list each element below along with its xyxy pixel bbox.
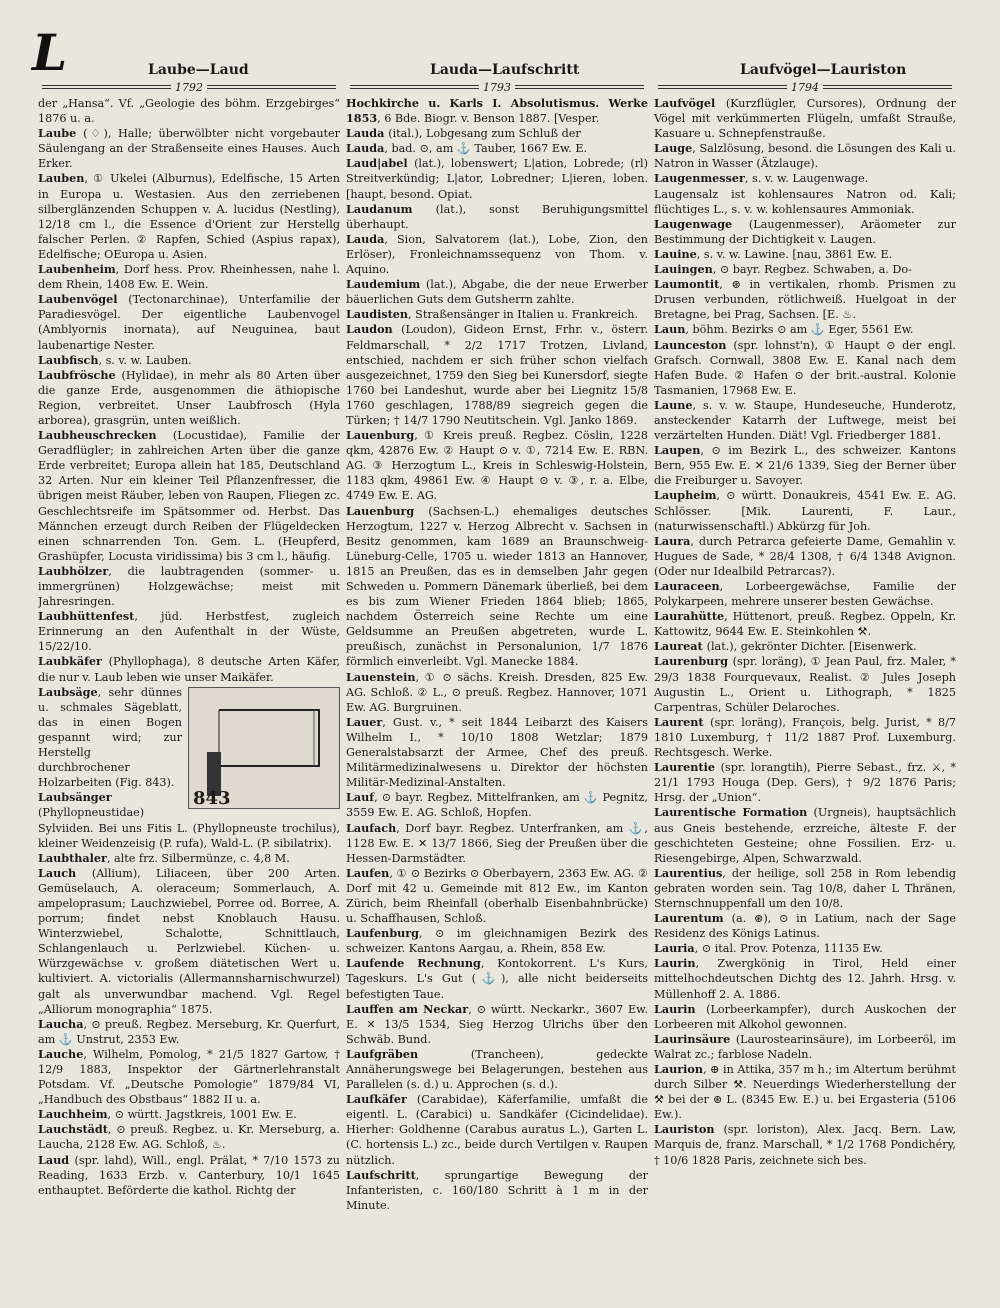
fretsaw-figure xyxy=(188,687,340,809)
entry: Laufkäfer (Carabidae), Käferfamilie, umfaßt die eigentl. L. (Carabici) u. Sandkäfer (Cicindelidae). Hierher: Goldhenne (Carabus auratus L.), Garten L. (C. hortensis L.) zc., beide durch Vertilgen v. Raupen nützlich. xyxy=(346,1092,648,1167)
page-number-1794 xyxy=(654,80,956,94)
entry: Laun, böhm. Bezirks ⊙ am ⚓ Eger, 5561 Ew. xyxy=(654,322,914,337)
entry: Hochkirche u. Karls I. Absolutismus. Werke 1853, 6 Bde. Biogr. v. Benson 1887. [Vesper. xyxy=(346,96,648,126)
headword: Lauda xyxy=(346,126,389,141)
headword: Lauda xyxy=(346,141,385,156)
entry: Laufgräben (Trancheen), gedeckte Annäherungswege bei Belagerungen, bestehen aus Parallelen (s. d.) u. Approchen (s. d.). xyxy=(346,1046,648,1092)
entry: Laubsänger (Phyllopneustidae) Sylviiden. Bei uns Fitis L. (Phyllopneuste trochilus), kleiner Weidenzeisig (P. rufa), Wald-L. (P. sibilatrix). xyxy=(38,790,340,850)
headword: Laumontit xyxy=(654,277,720,292)
entry: Laurin (Lorbeerkampfer), durch Auskochen der Lorbeeren mit Alkohol gewonnen. xyxy=(654,1001,956,1031)
headword: Hochkirche u. Karls I. Absolutismus. Werke 1853 xyxy=(346,96,648,126)
headword: Laufgräben xyxy=(346,1046,471,1061)
headword: Laubthaler xyxy=(38,850,107,865)
entry: Laud (spr. lahd), Will., engl. Prälat, * 7/10 1573 zu Reading, 1633 Erzb. v. Canterbury, 10/1 1645 enthauptet. Beförderte die kathol. Richtg der xyxy=(38,1152,340,1197)
entry: Lauch (Allium), Liliaceen, über 200 Arten. Gemüselauch, A. oleraceum; Sommerlauch, A. ampeloprasum; Lauchzwiebel, Porree od. Borree, A. porrum; findet nebst Knoblauch Hausu. Winterzwiebel, Schalotte, Schnittlauch, Schlangenlauch u. Perlzwiebel. Küchen- u. Würzgewächse v. großem diätetischen Wert u. kultiviert. A. victorialis (Allermannsharnischwurzel) galt als unverwundbar machend. Vgl. Regel „Alliorum monographia“ 1875. xyxy=(38,865,340,1016)
entry: Laura, durch Petrarca gefeierte Dame, Gemahlin v. Hugues de Sade, * 28/4 1308, † 6/4 1348 Avignon. (Oder nur Idealbild Petrarcas?). xyxy=(654,533,956,578)
headword: Lauch xyxy=(38,865,92,880)
headword: Laudanum xyxy=(346,201,436,216)
entry: Laubthaler, alte frz. Silbermünze, c. 4,8 M. xyxy=(38,850,290,865)
entry: Lauchheim, ⊙ württ. Jagstkreis, 1001 Ew. E. xyxy=(38,1107,297,1122)
headword: Lauriston xyxy=(654,1122,724,1137)
entry: Laugenwage (Laugenmesser), Aräometer zur Bestimmung der Dichtigkeit v. Laugen. xyxy=(654,216,956,246)
headword: Laubenvögel xyxy=(38,292,129,307)
entry: Lauche, Wilhelm, Pomolog, * 21/5 1827 Gartow, † 12/9 1883, Inspektor der Gärtnerlehranstalt Potsdam. Vf. „Deutsche Pomologie“ 1879/84 VI, „Handbuch des Obstbaus“ 1882 II u. a. xyxy=(38,1046,340,1107)
headword: Lauria xyxy=(654,941,695,956)
headword: Laudisten xyxy=(346,307,409,322)
column-1 xyxy=(38,96,340,1296)
entry: Laurinsäure (Laurostearinsäure), im Lorbeeröl, im Walrat zc.; farblose Nadeln. xyxy=(654,1031,956,1061)
entry: Laurentius, der heilige, soll 258 in Rom lebendig gebraten worden sein. Tag 10/8, daher L Thränen, Sternschnuppenfall um den 10/8. xyxy=(654,865,956,910)
headword: Laurin xyxy=(654,1001,707,1016)
headword: Lauenburg xyxy=(346,428,415,443)
entry: Laubheuschrecken (Locustidae), Familie der Geradflügler; in zahlreichen Arten über die ganze Erde verbreitet; Europa allein hat 185, Deutschland 32 Arten. Nur ein kleiner Teil Pflanzenfresser, die übrigen meist Räuber, leben von Raupen, Fliegen zc. Geschlechtsreife im Spätsommer od. Herbst. Das Männchen erzeugt durch Reiben der Flügeldecken einen schnarrenden Ton. Gem. L. (Heupferd, Grashüpfer, Locusta viridissima) bis 3 cm l., häufig. xyxy=(38,428,340,563)
entry: Lauda, bad. ⊙, am ⚓ Tauber, 1667 Ew. E. xyxy=(346,141,588,156)
headword: Laune xyxy=(654,397,693,412)
column-3 xyxy=(654,96,956,1296)
headword: Laureat xyxy=(654,639,707,654)
headword: Laupheim xyxy=(654,488,717,503)
headword: Laufende Rechnung xyxy=(346,956,481,971)
headword: Laurin xyxy=(654,956,696,971)
entry: Laubfisch, s. v. w. Lauben. xyxy=(38,352,192,367)
headword: Laud|abel xyxy=(346,156,415,171)
headword: Laubsänger xyxy=(38,790,112,805)
headword: Laurentum xyxy=(654,911,732,926)
running-header-center: Lauda—Laufschritt xyxy=(430,62,580,78)
headword: Launceston xyxy=(654,337,734,352)
entry: Laud|abel (lat.), lobenswert; L|ation, Lobrede; (rl) Streitverkündig; L|ator, Lobredner; L|ieren, loben. [haupt, besond. Opiat. xyxy=(346,156,648,201)
entry: Laubhölzer, die laubtragenden (sommer- u. immergrünen) Holzgewächse; meist mit Jahresringen. xyxy=(38,563,340,609)
page-number-text: 1794 xyxy=(791,80,819,94)
entry: Laubfrösche (Hylidae), in mehr als 80 Arten über die ganze Erde, ausgenommen die äthiopische Region, verbreitet. Unser Laubfrosch (Hyla arborea), grasgrün, unten weißlich. xyxy=(38,367,340,427)
section-letter: L xyxy=(32,23,68,82)
entry: Launceston (spr. lohnst'n), ① Haupt ⊙ der engl. Grafsch. Cornwall, 3808 Ew. E. Kanal nach dem Hafen Bude. ② Hafen ⊙ der brit.-austral. Kolonie Tasmanien, 17968 Ew. E. xyxy=(654,337,956,397)
headword: Laupen xyxy=(654,443,701,458)
entry: Lauf, ⊙ bayr. Regbez. Mittelfranken, am ⚓ Pegnitz, 3559 Ew. E. AG. Schloß, Hopfen. xyxy=(346,790,648,820)
headword: Laud xyxy=(38,1152,75,1167)
entry: Laufende Rechnung, Kontokorrent. L's Kurs, Tageskurs. L's Gut (⚓), alle nicht beiderseits befestigten Taue. xyxy=(346,956,648,1001)
entry: Laubkäfer (Phyllophaga), 8 deutsche Arten Käfer, die nur v. Laub leben wie unser Maikäfer. xyxy=(38,654,340,684)
figure-number: 843 xyxy=(193,787,231,809)
entry: Laurenburg (spr. loräng), ① Jean Paul, frz. Maler, * 29/3 1838 Fourquevaux, Realist. ② Jules Joseph Augustin L., Orient u. Lithograph, * 1825 Carpentras, Schüler Delaroches. xyxy=(654,654,956,714)
entry: Laurent (spr. loräng), François, belg. Jurist, * 8/7 1810 Luxemburg, † 11/2 1887 Prof. Luxemburg. Rechtsgesch. Werke. xyxy=(654,714,956,760)
page-number-text: 1792 xyxy=(175,80,203,94)
entry: Lauer, Gust. v., * seit 1844 Leibarzt des Kaisers Wilhelm I., * 10/10 1808 Wetzlar; 1879 Generalstabsarzt der Armee, Chef des preuß. Militärmedizinalwesens u. Direktor der höchsten Militär-Medizinal-Anstalten. xyxy=(346,714,648,790)
headword: Lauffen am Neckar xyxy=(346,1001,469,1016)
headword: Laugenmesser xyxy=(654,171,745,186)
entry: Laubenvögel (Tectonarchinae), Unterfamilie der Paradiesvögel. Der eigentliche Laubenvogel (Amblyornis inornata), auf Neuguinea, baut laubenartige Nester. xyxy=(38,292,340,352)
column-2 xyxy=(346,96,648,1296)
entry: Laufenburg, ⊙ im gleichnamigen Bezirk des schweizer. Kantons Aargau, a. Rhein, 858 Ew. xyxy=(346,926,648,956)
entry: Laubsäge, sehr dünnes u. schmales Sägeblatt, das in einen Bogen gespannt wird; zur Herstellg durchbrochener Holzarbeiten (Fig. 843). xyxy=(38,684,182,790)
headword: Lauer xyxy=(346,714,383,729)
entry: Laudon (Loudon), Gideon Ernst, Frhr. v., österr. Feldmarschall, * 2/2 1717 Trotzen, Livland, entschied, nachdem er sich früher schon vielfach ausgezeichnet, 1759 den Sieg bei Kunersdorf, siegte 1760 bei Landeshut, wurde aber bei Liegnitz 15/8 1760 geschlagen, 1788/89 siegreich gegen die Türken; † 14/7 1790 Neutitschein. Vgl. Janko 1869. xyxy=(346,322,648,427)
headword: Lauf xyxy=(346,790,375,805)
headword: Laugenwage xyxy=(654,216,749,231)
headword: Laubfrösche xyxy=(38,367,122,382)
entry: Laurentum (a. ⊛), ⊙ in Latium, nach der Sage Residenz des Königs Latinus. xyxy=(654,911,956,941)
entry: Lauben, ① Ukelei (Alburnus), Edelfische, 15 Arten in Europa u. Westasien. Aus den zerriebenen silberglänzenden Schuppen v. A. lucidus (Nestling), 12/18 cm l., die Essence d'Orient zur Herstellg falscher Perlen. ② Rapfen, Schied (Aspius rapax), Edelfische; OEuropa u. Asien. xyxy=(38,171,340,261)
headword: Laufschritt xyxy=(346,1167,416,1182)
headword: Laufvögel xyxy=(654,96,726,110)
running-header-right: Laufvögel—Lauriston xyxy=(740,62,907,78)
running-header-left: Laube—Laud xyxy=(148,62,249,78)
entry: Lauge, Salzlösung, besond. die Lösungen des Kali u. Natron in Wasser (Ätzlauge). xyxy=(654,141,956,171)
entry: Laudisten, Straßensänger in Italien u. Frankreich. xyxy=(346,307,639,322)
entry: Laufvögel (Kurzflügler, Cursores), Ordnung der Vögel mit verkümmerten Flügeln, umfaßt Strauße, Kasuare u. Schnepfenstrauße. xyxy=(654,96,956,141)
headword: Laurion xyxy=(654,1062,703,1076)
headword: Laudon xyxy=(346,322,402,337)
entry: Lauingen, ⊙ bayr. Regbez. Schwaben, a. Do- xyxy=(654,262,912,277)
headword: Lauenstein xyxy=(346,669,416,684)
headword: Laurentische Formation xyxy=(654,805,814,820)
entry: Lauenstein, ① ⊙ sächs. Kreish. Dresden, 825 Ew. AG. Schloß. ② L., ⊙ preuß. Regbez. Hannover, 1071 Ew. AG. Burgruinen. xyxy=(346,669,648,714)
entry: Laurahütte, Hüttenort, preuß. Regbez. Oppeln, Kr. Kattowitz, 9644 Ew. E. Steinkohlen ⚒. xyxy=(654,609,956,639)
headword: Lauben xyxy=(38,171,85,186)
entry: Lauenburg (Sachsen-L.) ehemaliges deutsches Herzogtum, 1227 v. Herzog Albrecht v. Sachsen in Besitz genommen, kam 1689 an Braunschweig-Lüneburg-Celle, 1705 u. wieder 1813 an Hannover, 1815 an Preußen, das es in demselben Jahr gegen Schweden u. Pommern Dänemark überließ, bei dem es bis zum Wiener Frieden 1864 blieb; 1865, nachdem Österreich seine Rechte um eine Geldsumme an Preußen abgetreten, wurde L. preußisch, zunächst in Personalunion, 1/7 1876 förmlich einverleibt. Vgl. Manecke 1884. xyxy=(346,503,648,669)
entry: der „Hansa“. Vf. „Geologie des böhm. Erzgebirges“ 1876 u. a. xyxy=(38,97,340,126)
headword: Laurinsäure xyxy=(654,1031,736,1046)
headword: Lauchheim xyxy=(38,1107,108,1122)
headword: Laubkäfer xyxy=(38,654,109,669)
headword: Lauge xyxy=(654,141,693,156)
entry: Lauda, Sion, Salvatorem (lat.), Lobe, Zion, den Erlöser), Fronleichnamssequenz von Thom. v. Aquino. xyxy=(346,231,648,277)
entry: Laurentie (spr. lorangtih), Pierre Sebast., frz. ⚔, * 21/1 1793 Houga (Dep. Gers), † 9/2 1876 Paris; Hrsg. der „Union“. xyxy=(654,760,956,805)
headword: Laun xyxy=(654,322,686,337)
entry: Laugenmesser, s. v. w. Laugenwage. xyxy=(654,171,869,186)
entry: Laucha, ⊙ preuß. Regbez. Merseburg, Kr. Querfurt, am ⚓ Unstrut, 2353 Ew. xyxy=(38,1016,340,1046)
entry: Laufschritt, sprungartige Bewegung der Infanteristen, c. 160/180 Schritt à 1 m in der Minute. xyxy=(346,1167,648,1212)
headword: Lauingen xyxy=(654,262,713,277)
headword: Lauine xyxy=(654,246,697,261)
entry: Lauine, s. v. w. Lawine. [nau, 3861 Ew. E. xyxy=(654,246,893,261)
headword: Lauchstädt xyxy=(38,1122,108,1137)
entry: Laudemium (lat.), Abgabe, die der neue Erwerber bäuerlichen Guts dem Gutsherrn zahlte. xyxy=(346,277,648,307)
entry: Lauffen am Neckar, ⊙ württ. Neckarkr., 3607 Ew. E. ✕ 13/5 1534, Sieg Herzog Ulrichs über den Schwäb. Bund. xyxy=(346,1001,648,1046)
entry: Laurentische Formation (Urgneis), hauptsächlich aus Gneis bestehende, erzreiche, älteste F. der geschichteten Gesteine; ohne Fossilien. Erz- u. Riesengebirge, Alpen, Schwarzwald. xyxy=(654,805,956,865)
entry: Laune, s. v. w. Staupe, Hundeseuche, Hunderotz, ansteckender Katarrh der Luftwege, meist bei verzärtelten Hunden. Diät! Vgl. Friedberger 1881. xyxy=(654,397,956,443)
page-number-1793 xyxy=(346,80,648,94)
headword: Laufenburg xyxy=(346,926,419,941)
headword: Laufach xyxy=(346,820,397,835)
entry: Lauriston (spr. loriston), Alex. Jacq. Bern. Law, Marquis de, franz. Marschall, * 1/2 1768 Pondichéry, † 10/6 1828 Paris, zeichnete sich bes. xyxy=(654,1122,956,1167)
headword: Laurahütte xyxy=(654,609,725,624)
headword: Laurentius xyxy=(654,865,723,880)
headword: Laurent xyxy=(654,714,711,729)
entry: Laufen, ① ⊙ Bezirks ⊙ Oberbayern, 2363 Ew. AG. ② Dorf mit 42 u. Gemeinde mit 812 Ew., im Kanton Zürich, beim Rheinfall (oberhalb Eisenbahnbrücke) u. Schaffhausen, Schloß. xyxy=(346,865,648,926)
headword: Laucha xyxy=(38,1016,84,1031)
entry: Laurion, ⊕ in Attika, 357 m h.; im Altertum berühmt durch Silber ⚒. Neuerdings Wiederherstellung der ⚒ bei der ⊛ L. (8345 Ew. E.) u. bei Ergasteria (5106 Ew.). xyxy=(654,1062,956,1122)
headword: Lauda xyxy=(346,231,385,246)
entry: Laufach, Dorf bayr. Regbez. Unterfranken, am ⚓, 1128 Ew. E. ✕ 13/7 1866, Sieg der Preußen über die Hessen-Darmstädter. xyxy=(346,820,648,865)
headword: Laube xyxy=(38,126,84,141)
page-number-text: 1793 xyxy=(483,80,511,94)
headword: Laufen xyxy=(346,865,390,880)
entry: Laurin, Zwergkönig in Tirol, Held einer mittelhochdeutschen Dichtg des 12. Jahrh. Hrsg. v. Müllenhoff 2. A. 1886. xyxy=(654,956,956,1001)
entry: Lauenburg, ① Kreis preuß. Regbez. Cöslin, 1228 qkm, 42876 Ew. ② Haupt ⊙ v. ①, 7214 Ew. E. RBN. AG. ③ Herzogtum L., Kreis in Schleswig-Holstein, 1183 qkm, 49861 Ew. ④ Haupt ⊙ v. ③, r. a. Elbe, 4749 Ew. E. AG. xyxy=(346,428,648,503)
headword: Lauche xyxy=(38,1046,84,1061)
headword: Laura xyxy=(654,533,691,548)
headword: Lauraceen xyxy=(654,579,720,593)
entry: Laugensalz ist kohlensaures Natron od. Kali; flüchtiges L., s. v. w. kohlensaures Ammoniak. xyxy=(654,187,956,216)
entry: Laubenheim, Dorf hess. Prov. Rheinhessen, nahe l. dem Rhein, 1408 Ew. E. Wein. xyxy=(38,262,340,292)
entry: Lauria, ⊙ ital. Prov. Potenza, 11135 Ew. xyxy=(654,941,883,956)
headword: Laubfisch xyxy=(38,352,99,367)
headword: Laurentie xyxy=(654,760,721,775)
headword: Laubhölzer xyxy=(38,563,109,578)
headword: Lauenburg xyxy=(346,503,429,518)
entry: Lauraceen, Lorbeergewächse, Familie der Polykarpeen, mehrere unserer besten Gewächse. xyxy=(654,579,956,609)
headword: Laubhüttenfest xyxy=(38,609,135,624)
page-number-1792 xyxy=(38,80,340,94)
entry: Lauchstädt, ⊙ preuß. Regbez. u. Kr. Merseburg, a. Laucha, 2128 Ew. AG. Schloß, ♨. xyxy=(38,1122,340,1152)
headword: Laubheuschrecken xyxy=(38,428,173,443)
entry: Laupheim, ⊙ württ. Donaukreis, 4541 Ew. E. AG. Schlösser. [Mik. Laurenti, F. Laur., (naturwissenschaftl.) Abkürzg für Joh. xyxy=(654,488,956,533)
entry: Laumontit, ⊛ in vertikalen, rhomb. Prismen zu Drusen verbunden, rötlichweiß. Huelgoat in der Bretagne, bei Prag, Sachsen. [E. ♨. xyxy=(654,277,956,322)
entry: Lauda (ital.), Lobgesang zum Schluß der xyxy=(346,126,581,141)
headword: Laubsäge xyxy=(38,684,98,699)
headword: Laudemium xyxy=(346,277,426,292)
entry: Laureat (lat.), gekrönter Dichter. [Eisenwerk. xyxy=(654,639,917,654)
headword: Laufkäfer xyxy=(346,1092,417,1107)
entry: Laubhüttenfest, jüd. Herbstfest, zugleich Erinnerung an den Aufenthalt in der Wüste, 15/22/10. xyxy=(38,609,340,654)
entry: Laudanum (lat.), sonst Beruhigungsmittel überhaupt. xyxy=(346,201,648,231)
entry: Laupen, ⊙ im Bezirk L., des schweizer. Kantons Bern, 955 Ew. E. ✕ 21/6 1339, Sieg der Berner über die Freiburger u. Savoyer. xyxy=(654,443,956,488)
entry: Laube (♢), Halle; überwölbter nicht vorgebauter Säulengang an der Straßenseite eines Hauses. Auch Erker. xyxy=(38,126,340,171)
headword: Laubenheim xyxy=(38,262,116,277)
headword: Laurenburg xyxy=(654,654,733,669)
